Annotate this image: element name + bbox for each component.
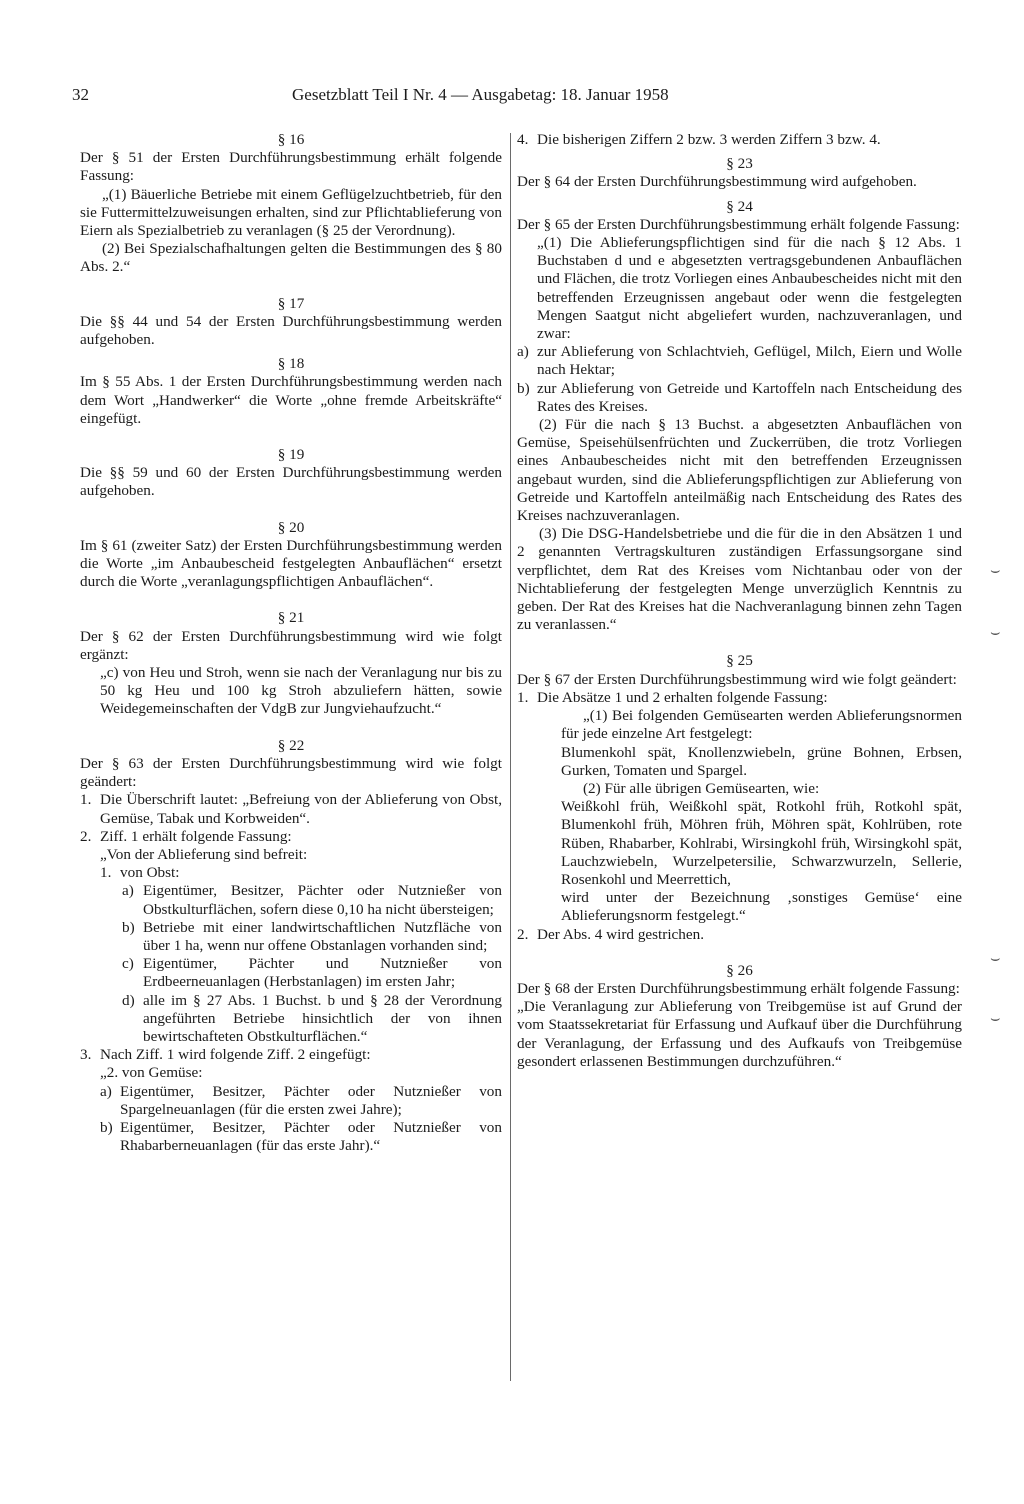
list-text: Eigentümer, Pächter und Nutznießer von Erdbeerneuanlagen (Herbstanlagen) im ersten Jahr; <box>143 955 502 991</box>
list-text: zur Ablieferung von Schlachtvieh, Geflügel, Milch, Eiern und Wolle nach Hektar; <box>537 343 962 379</box>
section-heading: § 16 <box>277 131 305 148</box>
list-item <box>80 828 502 846</box>
running-title: Gesetzblatt Teil I Nr. 4 — Ausgabetag: 18. Januar 1958 <box>292 85 669 104</box>
paragraph: wird unter der Bezeichnung ‚sonstiges Gemüse‘ eine Ablieferungsnorm festgelegt.“ <box>561 889 962 925</box>
list-label: a) <box>122 882 134 900</box>
margin-tick-mark: ⌣ <box>990 560 1001 579</box>
section-21 <box>80 609 502 718</box>
list-text: Ziff. 1 erhält folgende Fassung: <box>100 827 292 845</box>
section-17 <box>80 295 502 350</box>
section-25 <box>517 652 962 943</box>
list-label: b) <box>517 379 530 397</box>
list-text: Betriebe mit einer landwirtschaftlichen Nutzfläche von über 1 ha, wenn nur offene Obstanlagen vorhanden sind; <box>143 918 502 954</box>
list-label: 1. <box>517 688 529 706</box>
right-column <box>517 131 962 1089</box>
list-label: 4. <box>517 131 529 148</box>
paragraph: Die §§ 44 und 54 der Ersten Durchführungsbestimmung werden aufgehoben. <box>80 312 502 349</box>
list-label: 2. <box>517 925 529 943</box>
section-heading: § 17 <box>277 294 305 312</box>
list-text: Die bisherigen Ziffern 2 bzw. 3 werden Ziffern 3 bzw. 4. <box>537 131 881 148</box>
column-divider <box>510 133 511 1381</box>
paragraph: (2) Bei Spezialschafhaltungen gelten die Bestimmungen des § 80 Abs. 2.“ <box>80 240 502 276</box>
list-label: 3. <box>80 1046 92 1064</box>
paragraph: Weißkohl früh, Weißkohl spät, Rotkohl früh, Rotkohl spät, Blumenkohl früh, Möhren früh, Möhren spät, Kohlrüben, rote Rüben, Rhabarber, Kohlrabi, Wirsingkohl früh, Wirsingkohl spät, Lauchzwiebeln, Wurzelpetersilie, Schwarzwurzeln, Sellerie, Rosenkohl und Meerrettich, <box>561 798 962 888</box>
list-text: alle im § 27 Abs. 1 Buchst. b und § 28 der Verordnung angeführten Betriebe hinsichtlich der von ihnen bewirtschafteten Obstkulturflächen.“ <box>143 991 502 1045</box>
list-item <box>80 864 502 882</box>
list-item <box>80 791 502 827</box>
paragraph: „(1) Bäuerliche Betriebe mit einem Geflügelzuchtbetrieb, für den sie Futtermittelzuweisungen erhalten, sind zur Pflichtablieferung von Eiern als Spezialbetrieb zu veranlagen (§ 25 der Verordnung). <box>80 185 502 240</box>
section-18 <box>80 355 502 428</box>
list-text: Nach Ziff. 1 wird folgende Ziff. 2 eingefügt: <box>100 1046 371 1064</box>
page-number: 32 <box>72 85 89 104</box>
list-item <box>80 1119 502 1155</box>
margin-tick-mark: ⌣ <box>990 1008 1001 1027</box>
paragraph: Der § 62 der Ersten Durchführungsbestimmung wird wie folgt ergänzt: <box>80 627 502 663</box>
list-item <box>80 992 502 1047</box>
list-item <box>517 131 962 149</box>
paragraph: „2. von Gemüse: <box>100 1064 203 1082</box>
paragraph: Der § 68 der Ersten Durchführungsbestimmung erhält folgende Fassung: <box>517 979 960 997</box>
list-label: c) <box>122 955 134 973</box>
list-item <box>517 926 962 944</box>
paragraph: Der § 63 der Ersten Durchführungsbestimmung wird wie folgt geändert: <box>80 754 502 791</box>
list-label: b) <box>122 918 135 936</box>
list-item <box>517 343 962 379</box>
list-item <box>80 955 502 991</box>
list-text: Die Absätze 1 und 2 erhalten folgende Fassung: <box>537 688 828 706</box>
paragraph: Der § 65 der Ersten Durchführungsbestimmung erhält folgende Fassung: <box>517 215 960 233</box>
section-heading: § 18 <box>277 355 305 373</box>
paragraph: Im § 61 (zweiter Satz) der Ersten Durchführungsbestimmung werden die Worte „im Anbaubescheid festgelegten Anbauflächen“ ersetzt durch die Worte „veranlagungspflichtigen Anbauflächen“. <box>80 536 502 591</box>
list-item <box>517 689 962 707</box>
list-label: b) <box>100 1118 113 1136</box>
list-text: Eigentümer, Besitzer, Pächter oder Nutznießer von Spargelneuanlagen (für die ersten zwei Jahre); <box>120 1082 502 1118</box>
list-label: 1. <box>80 791 92 809</box>
margin-tick-mark: ⌣ <box>990 948 1001 967</box>
paragraph: „Die Veranlagung zur Ablieferung von Treibgemüse ist auf Grund der vom Staatssekretariat für Erfassung und Aufkauf über die Durchführung der Veranlagung, der Erfassung und des Aufkaufs von Treibgemüse gesondert erlassenen Bestimmungen durchzuführen.“ <box>517 998 962 1070</box>
section-heading: § 19 <box>277 446 305 464</box>
list-item <box>80 882 502 918</box>
list-text: Der Abs. 4 wird gestrichen. <box>537 925 705 943</box>
list-label: a) <box>100 1082 112 1100</box>
paragraph: Der § 64 der Ersten Durchführungsbestimmung wird aufgehoben. <box>517 173 917 191</box>
paragraph: Der § 51 der Ersten Durchführungsbestimmung erhält folgende Fassung: <box>80 149 502 185</box>
section-22-continued <box>517 131 962 149</box>
section-23 <box>517 155 962 191</box>
paragraph: (2) Für alle übrigen Gemüsearten, wie: <box>583 779 820 797</box>
section-22 <box>80 737 502 1156</box>
section-heading: § 21 <box>277 609 305 627</box>
list-text: Eigentümer, Besitzer, Pächter oder Nutznießer von Obstkulturflächen, sofern diese 0,10 ha nicht übersteigen; <box>143 882 502 918</box>
paragraph: „Von der Ablieferung sind befreit: <box>100 845 308 863</box>
list-item <box>80 919 502 955</box>
section-20 <box>80 519 502 592</box>
list-label: d) <box>122 991 135 1009</box>
list-text: von Obst: <box>120 864 180 882</box>
paragraph: Die §§ 59 und 60 der Ersten Durchführungsbestimmung werden aufgehoben. <box>80 464 502 500</box>
section-16 <box>80 131 502 277</box>
section-heading: § 25 <box>726 652 753 670</box>
list-label: 2. <box>80 827 92 845</box>
paragraph: (2) Für die nach § 13 Buchst. a abgesetzten Anbauflächen von Gemüse, Speisehülsenfrüchten und Zuckerrüben, die trotz Vorliegen eines Anbaubescheides nicht mit den betreffenden Erzeugnissen angebaut wurden, sind die Ablieferungspflichtigen zur Ablieferung von Getreide und Kartoffeln anteilmäßig nach Entscheidung des Rates des Kreises nachzuveranlagen. <box>517 416 962 525</box>
section-19 <box>80 446 502 501</box>
paragraph: (3) Die DSG-Handelsbetriebe und die für die in den Absätzen 1 und 2 genannten Vertragskulturen zuständigen Erfassungsorgane sind verpflichtet, dem Rat des Kreises vom Nichtanbau oder von der Nichtablieferung der festgelegten Menge unverzüglich Kenntnis zu geben. Der Rat des Kreises hat die Nachveranlagung binnen zehn Tagen zu veranlassen.“ <box>517 525 962 634</box>
list-label: a) <box>517 343 529 361</box>
left-column <box>80 131 502 1173</box>
section-heading: § 20 <box>277 518 305 536</box>
section-heading: § 22 <box>277 736 305 754</box>
section-26 <box>517 962 962 1071</box>
section-24 <box>517 198 962 635</box>
list-text: zur Ablieferung von Getreide und Kartoffeln nach Entscheidung des Rates des Kreises. <box>537 379 962 415</box>
paragraph: Im § 55 Abs. 1 der Ersten Durchführungsbestimmung werden nach dem Wort „Handwerker“ die Worte „ohne fremde Arbeitskräfte“ eingefügt. <box>80 373 502 427</box>
margin-tick-mark: ⌣ <box>990 622 1001 641</box>
list-text: Eigentümer, Besitzer, Pächter oder Nutznießer von Rhabarberneuanlagen (für das erste Jahr).“ <box>120 1118 502 1155</box>
list-item <box>517 380 962 416</box>
paragraph: Blumenkohl spät, Knollenzwiebeln, grüne Bohnen, Erbsen, Gurken, Tomaten und Spargel. <box>561 743 962 779</box>
list-item <box>80 1046 502 1064</box>
list-item <box>80 1083 502 1119</box>
paragraph: Der § 67 der Ersten Durchführungsbestimmung wird wie folgt geändert: <box>517 670 957 688</box>
section-heading: § 26 <box>726 961 753 979</box>
paragraph: „(1) Bei folgenden Gemüsearten werden Ablieferungsnormen für jede einzelne Art festgelegt: <box>561 707 962 743</box>
list-label: 1. <box>100 864 112 882</box>
section-heading: § 24 <box>726 197 753 215</box>
list-text: Die Überschrift lautet: „Befreiung von der Ablieferung von Obst, Gemüse, Tabak und Korbweiden“. <box>100 791 502 827</box>
paragraph: „c) von Heu und Stroh, wenn sie nach der Veranlagung nur bis zu 50 kg Heu und 100 kg Stroh abzuliefern hätten, sowie Weidegemeinschaften der VdgB zur Jungviehaufzucht.“ <box>100 664 502 718</box>
section-heading: § 23 <box>726 155 753 173</box>
paragraph: „(1) Die Ablieferungspflichtigen sind für die nach § 12 Abs. 1 Buchstaben d und e abgesetzten vertragsgebundenen Anbauflächen und Flächen, die trotz Vorliegen eines Anbaubescheides nicht mit den betreffenden Erzeugnissen angebaut oder wenn die festgelegten Mengen Saatgut nicht abgeliefert wurden, nachzuveranlagen, und zwar: <box>537 234 962 343</box>
